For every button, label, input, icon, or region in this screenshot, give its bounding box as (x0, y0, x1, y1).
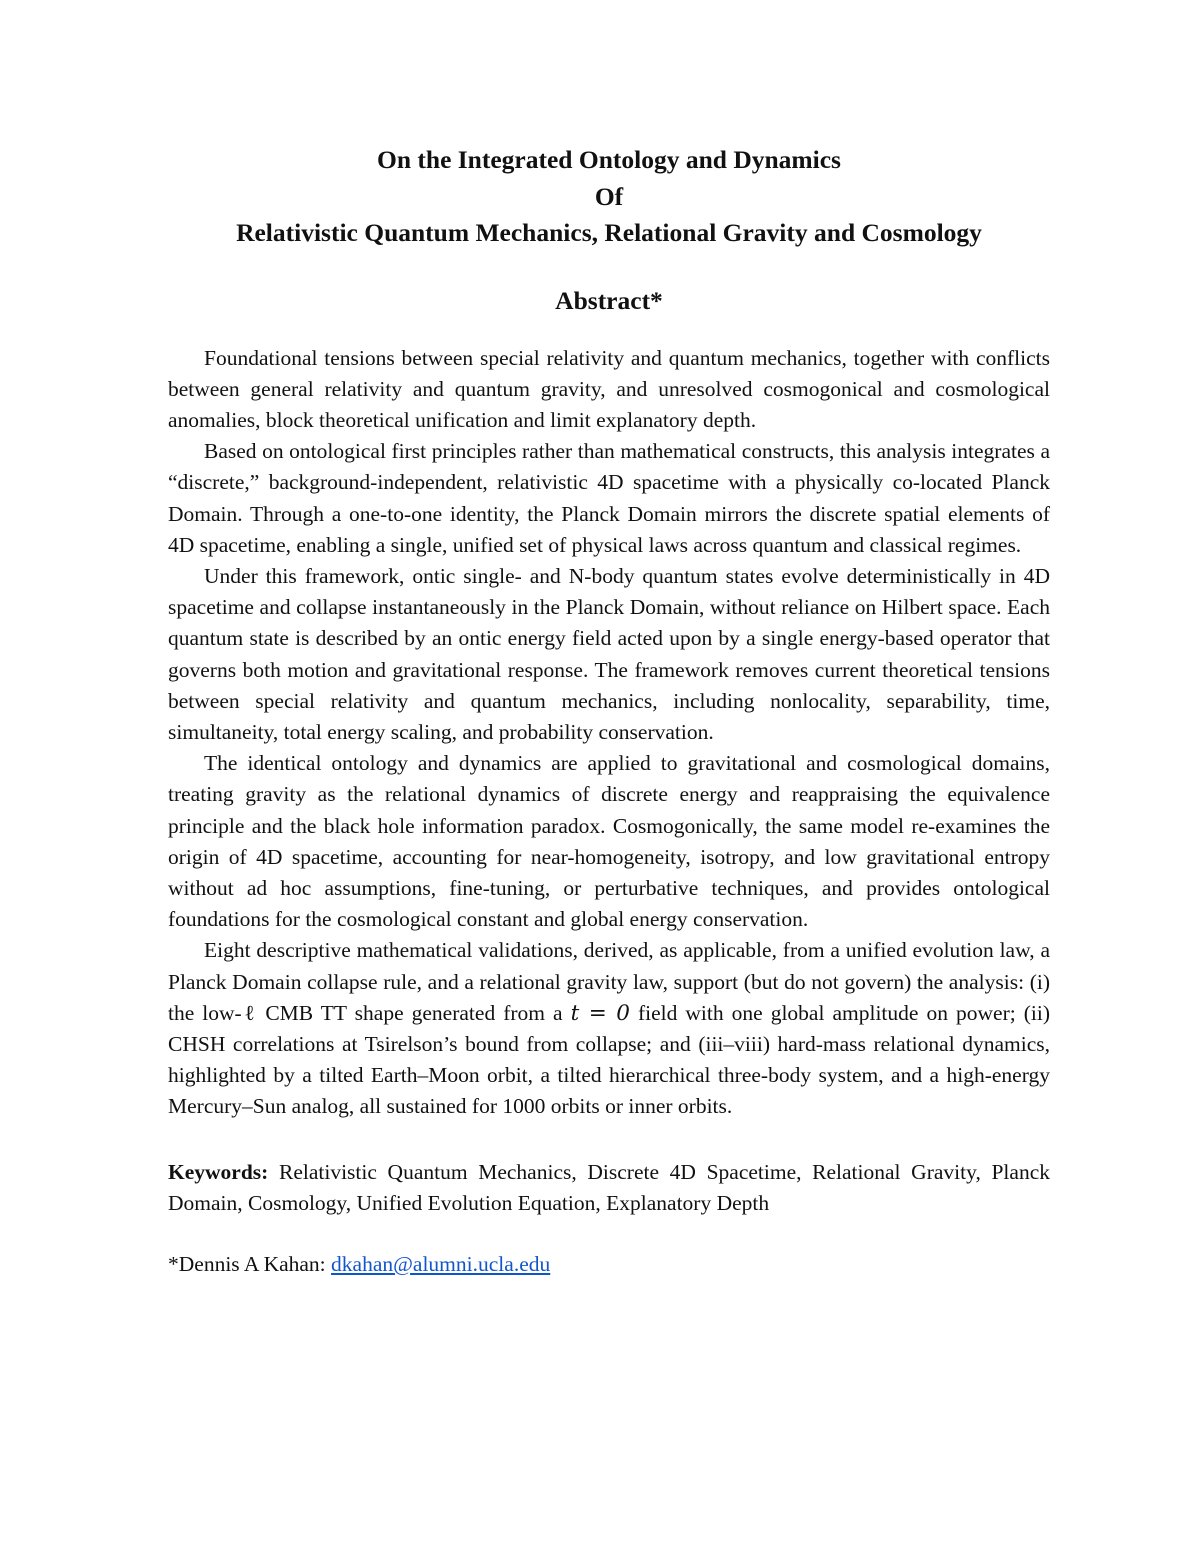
author-email-link[interactable]: dkahan@alumni.ucla.edu (331, 1251, 551, 1276)
title-line-1: On the Integrated Ontology and Dynamics (377, 145, 841, 174)
abstract-body (168, 343, 1050, 1123)
keywords (168, 1157, 1050, 1219)
paper-page (168, 142, 1050, 1280)
keywords-label: Keywords: (168, 1159, 269, 1184)
keywords-text: Relativistic Quantum Mechanics, Discrete 4D Spacetime, Relational Gravity, Planck Domain, Cosmology, Unified Evolution Equation, Explanatory Depth (168, 1159, 1050, 1215)
author-line (168, 1249, 1050, 1280)
title-line-3: Relativistic Quantum Mechanics, Relational Gravity and Cosmology (236, 218, 982, 247)
abstract-paragraph-4: The identical ontology and dynamics are applied to gravitational and cosmological domains, treating gravity as the relational dynamics of discrete energy and reappraising the equivalence principle and the black hole information paradox. Cosmogonically, the same model re-examines the origin of 4D spacetime, accounting for near-homogeneity, isotropy, and low gravitational entropy without ad hoc assumptions, fine-tuning, or perturbative techniques, and provides ontological foundations for the cosmological constant and global energy conservation. (168, 751, 1050, 932)
abstract-heading: Abstract* (555, 285, 663, 315)
abstract-paragraph-2: Based on ontological first principles rather than mathematical constructs, this analysis integrates a “discrete,” background-independent, relativistic 4D spacetime with a physically co-located Planck Domain. Through a one-to-one identity, the Planck Domain mirrors the discrete spatial elements of 4D spacetime, enabling a single, unified set of physical laws across quantum and classical regimes. (168, 439, 1050, 557)
abstract-paragraph-5 (168, 935, 1050, 1122)
paper-title (168, 142, 1050, 252)
title-line-2: Of (594, 181, 624, 211)
abstract-paragraph-3: Under this framework, ontic single- and N-body quantum states evolve deterministically in 4D spacetime and collapse instantaneously in the Planck Domain, without reliance on Hilbert space. Each quantum state is described by an ontic energy field acted upon by a single energy-based operator that governs both motion and gravitational response. The framework removes current theoretical tensions between special relativity and quantum mechanics, including nonlocality, separability, time, simultaneity, total energy scaling, and probability conservation. (168, 563, 1050, 744)
paragraph-5-text-before-math: Eight descriptive mathematical validations, derived, as applicable, from a unified evolution law, a Planck Domain collapse rule, and a relational gravity law, support (but do not govern) the analysis: (i) the low-ℓ CMB TT shape generated from a (168, 938, 1050, 1025)
abstract-paragraph-1: Foundational tensions between special relativity and quantum mechanics, together with conflicts between general relativity and quantum gravity, and unresolved cosmogonical and cosmological anomalies, block theoretical unification and limit explanatory depth. (168, 345, 1050, 432)
math-expression: t = 0 (570, 1000, 630, 1026)
author-name: *Dennis A Kahan: (168, 1251, 332, 1276)
paragraph-5-text-after-math: field with one global amplitude on power; (ii) CHSH correlations at Tsirelson’s bound from collapse; and (iii–viii) hard-mass relational dynamics, highlighted by a tilted Earth–Moon orbit, a tilted hierarchical three-body system, and a high-energy Mercury–Sun analog, all sustained for 1000 orbits or inner orbits. (168, 1000, 1050, 1119)
